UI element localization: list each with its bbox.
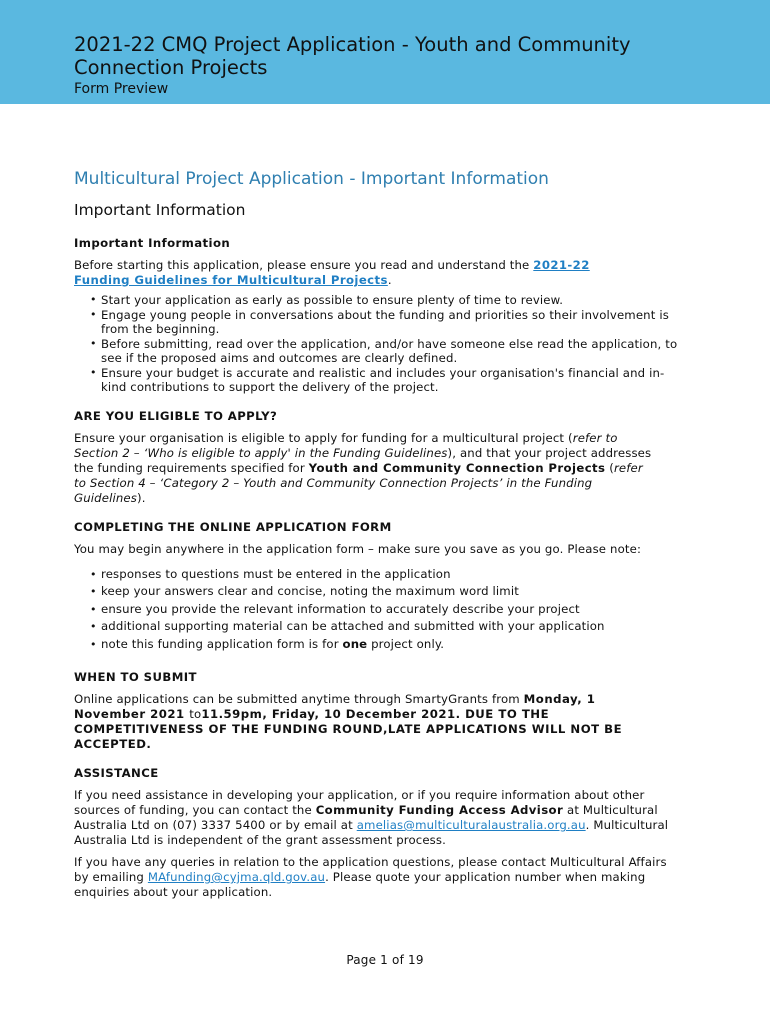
when-heading: WHEN TO SUBMIT bbox=[74, 670, 197, 684]
text-span: project only. bbox=[367, 636, 445, 651]
form-subtitle: Form Preview bbox=[74, 81, 169, 97]
text-span: ( bbox=[605, 460, 614, 475]
intro-end: . bbox=[387, 273, 392, 287]
completing-heading: COMPLETING THE ONLINE APPLICATION FORM bbox=[74, 519, 392, 534]
list-item: • Start your application as early as possible to ensure plenty of time to review. bbox=[92, 293, 688, 308]
mafunding-email-link[interactable]: MAfunding@cyjma.qld.gov.au bbox=[147, 870, 326, 884]
list-item: • additional supporting material can be attached and submitted with your application bbox=[92, 618, 694, 636]
list-item bbox=[92, 636, 694, 654]
text-span: to bbox=[189, 707, 202, 721]
advisor-email-link[interactable]: amelias@multiculturalaustralia.org.au bbox=[356, 818, 586, 832]
list-item: • keep your answers clear and concise, noting the maximum word limit bbox=[92, 583, 694, 601]
text-bold: Community Funding Access Advisor bbox=[315, 803, 564, 817]
completing-bullets bbox=[74, 566, 694, 654]
list-item: • Ensure your budget is accurate and realistic and includes your organisation's financial and in-kind contributions to support the delivery of the project. bbox=[92, 366, 688, 395]
assistance-heading: ASSISTANCE bbox=[74, 766, 159, 780]
text-span: ), and that your project addresses the funding requirements specified for bbox=[74, 445, 652, 475]
when-text bbox=[74, 692, 649, 752]
text-span: If you have any queries in relation to the application questions, please contact Multicultural Affairs by emailing bbox=[74, 855, 667, 884]
text-bold: Monday, 1 November 2021 bbox=[74, 692, 596, 721]
text-span: If you need assistance in developing your application, or if you require information about other sources of funding, you can contact the bbox=[74, 788, 645, 817]
text-span: at Multicultural Australia Ltd on (07) 3337 5400 or by email at bbox=[74, 803, 658, 832]
text-span: . Multicultural Australia Ltd is independent of the grant assessment process. bbox=[74, 818, 669, 847]
eligible-heading: ARE YOU ELIGIBLE TO APPLY? bbox=[74, 408, 278, 423]
important-intro bbox=[74, 258, 644, 288]
text-bold: one bbox=[342, 636, 368, 651]
text-italic: refer to Section 2 – ‘Who is eligible to apply' in the Funding Guidelines bbox=[74, 430, 618, 460]
section-subtitle: Important Information bbox=[74, 201, 246, 219]
text-bold: Youth and Community Connection Projects bbox=[308, 460, 606, 475]
important-bullets bbox=[74, 293, 688, 395]
queries-text bbox=[74, 855, 674, 900]
text-span: note this funding application form is for bbox=[101, 636, 343, 651]
list-item: • Before submitting, read over the application, and/or have someone else read the application, to see if the proposed aims and outcomes are clearly defined. bbox=[92, 337, 688, 366]
form-header bbox=[0, 0, 770, 104]
list-item: • ensure you provide the relevant information to accurately describe your project bbox=[92, 601, 694, 619]
important-heading: Important Information bbox=[74, 236, 231, 250]
text-italic: refer to Section 4 – ‘Category 2 – Youth and Community Connection Projects’ in the Funding Guidelines bbox=[74, 460, 643, 505]
guidelines-link[interactable]: 2021-22 Funding Guidelines for Multicultural Projects bbox=[74, 258, 590, 287]
text-span: Online applications can be submitted anytime through SmartyGrants from bbox=[74, 692, 524, 706]
list-item: • responses to questions must be entered in the application bbox=[92, 566, 694, 584]
completing-intro: You may begin anywhere in the application form – make sure you save as you go. Please note: bbox=[74, 541, 642, 556]
section-title: Multicultural Project Application - Important Information bbox=[74, 169, 549, 189]
form-content bbox=[74, 168, 694, 900]
text-span: . Please quote your application number when making enquiries about your application. bbox=[74, 870, 646, 899]
assistance-text bbox=[74, 788, 684, 848]
text-bold: 11.59pm, Friday, 10 December 2021. DUE TO THE COMPETITIVENESS OF THE FUNDING ROUND,LATE APPLICATIONS WILL NOT BE ACCEPTED. bbox=[74, 707, 623, 751]
eligible-text bbox=[74, 431, 652, 506]
form-title: 2021-22 CMQ Project Application - Youth and Community Connection Projects bbox=[74, 33, 631, 79]
text-span: Ensure your organisation is eligible to apply for funding for a multicultural project ( bbox=[74, 430, 573, 445]
list-item: • Engage young people in conversations about the funding and priorities so their involvement is from the beginning. bbox=[92, 308, 688, 337]
page-number: Page 1 of 19 bbox=[346, 953, 424, 967]
intro-text: Before starting this application, please ensure you read and understand the bbox=[74, 258, 534, 272]
text-span: ). bbox=[137, 490, 146, 505]
